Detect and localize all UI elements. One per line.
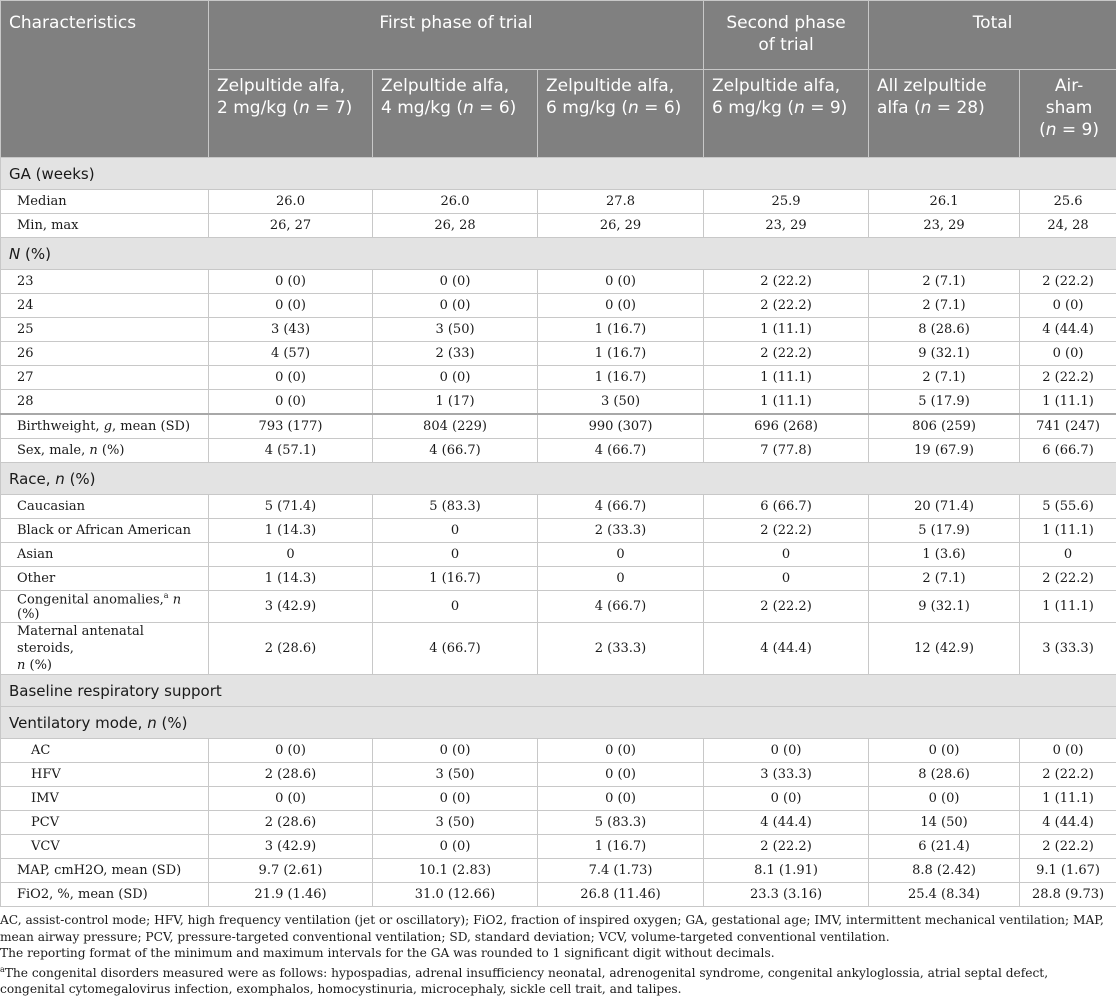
row-label: Asian (1, 543, 209, 567)
row-label: Sex, male, n (%) (1, 439, 209, 463)
table-row (1, 318, 1116, 342)
col-header-4mg: Zelpultide alfa, 4 mg/kg (n = 6) (373, 70, 538, 158)
table-cell: 4 (66.7) (538, 439, 704, 463)
table-cell: 2 (7.1) (869, 294, 1020, 318)
table-cell: 1 (14.3) (209, 567, 373, 591)
table-cell: 1 (17) (373, 390, 538, 415)
table-row (1, 739, 1116, 763)
table-cell: 8.8 (2.42) (869, 859, 1020, 883)
table-cell: 1 (3.6) (869, 543, 1020, 567)
row-label: IMV (1, 787, 209, 811)
table-cell: 3 (42.9) (209, 835, 373, 859)
row-label: Median (1, 190, 209, 214)
table-cell: 9.1 (1.67) (1020, 859, 1116, 883)
table-cell: 2 (7.1) (869, 567, 1020, 591)
table-cell: 9 (32.1) (869, 342, 1020, 366)
table-cell: 3 (42.9) (209, 591, 373, 623)
table-cell: 2 (22.2) (704, 591, 869, 623)
table-cell: 0 (209, 543, 373, 567)
table-cell: 0 (0) (869, 787, 1020, 811)
section-baseline-label: Baseline respiratory support (1, 675, 1116, 707)
col-header-6mg-second: Zelpultide alfa, 6 mg/kg (n = 9) (704, 70, 869, 158)
table-cell: 12 (42.9) (869, 623, 1020, 675)
table-cell: 1 (14.3) (209, 519, 373, 543)
row-label: MAP, cmH2O, mean (SD) (1, 859, 209, 883)
table-cell: 2 (28.6) (209, 811, 373, 835)
col-header-2mg: Zelpultide alfa, 2 mg/kg (n = 7) (209, 70, 373, 158)
table-cell: 0 (0) (538, 787, 704, 811)
table-cell: 0 (0) (1020, 739, 1116, 763)
table-cell: 0 (0) (373, 366, 538, 390)
table-cell: 5 (17.9) (869, 390, 1020, 415)
section-baseline (1, 675, 1116, 707)
table-cell: 804 (229) (373, 414, 538, 439)
table-cell: 4 (66.7) (538, 591, 704, 623)
table-cell: 1 (16.7) (538, 366, 704, 390)
table-cell: 8.1 (1.91) (704, 859, 869, 883)
row-label: Caucasian (1, 495, 209, 519)
table-cell: 28.8 (9.73) (1020, 883, 1116, 907)
table-cell: 2 (33) (373, 342, 538, 366)
table-cell: 0 (0) (373, 270, 538, 294)
table-cell: 806 (259) (869, 414, 1020, 439)
table-cell: 19 (67.9) (869, 439, 1020, 463)
table-cell: 1 (11.1) (704, 390, 869, 415)
table-cell: 0 (0) (704, 787, 869, 811)
second-phase-header (704, 1, 869, 70)
table-row (1, 591, 1116, 623)
table-cell: 696 (268) (704, 414, 869, 439)
table-cell: 0 (538, 543, 704, 567)
table-cell: 2 (22.2) (1020, 835, 1116, 859)
table-cell: 2 (7.1) (869, 366, 1020, 390)
table-cell: 9 (32.1) (869, 591, 1020, 623)
footnote-congenital: $^a$The congenital disorders measured were as follows: hypospadias, adrenal insufficiency neonatal, adrenogenital syndrome, congenital ankyloglossia, atrial septal defect, congenital cytomegalovirus infection, exomphalos, homocystinuria, microcephaly, sickle cell trait, and talipes. (0, 964, 1049, 997)
table-cell: 4 (66.7) (538, 495, 704, 519)
table-cell: 6 (66.7) (704, 495, 869, 519)
table-cell: 2 (22.2) (1020, 763, 1116, 787)
section-n-pct-label: N (%) (1, 238, 1116, 270)
total-header: Total (869, 1, 1116, 70)
table-cell: 3 (43) (209, 318, 373, 342)
table-row (1, 519, 1116, 543)
table-cell: 1 (11.1) (1020, 787, 1116, 811)
table-cell: 20 (71.4) (869, 495, 1020, 519)
table-row (1, 763, 1116, 787)
table-cell: 0 (1020, 543, 1116, 567)
table-row (1, 835, 1116, 859)
table-cell: 14 (50) (869, 811, 1020, 835)
table-cell: 4 (66.7) (373, 623, 538, 675)
table-cell: 1 (16.7) (538, 342, 704, 366)
row-label: Maternal antenatal steroids, n (%) (1, 623, 209, 675)
footnote-abbreviations: AC, assist-control mode; HFV, high frequency ventilation (jet or oscillatory); FiO2, fraction of inspired oxygen; GA, gestational age; IMV, intermittent mechanical ventilation; MAP, mean airway pressure; PCV, pressure-targeted conventional ventilation; SD, standard deviation; VCV, volume-targeted conventional ventilation. (0, 913, 1104, 944)
table-row (1, 439, 1116, 463)
table-cell: 2 (22.2) (1020, 366, 1116, 390)
table-cell: 4 (57.1) (209, 439, 373, 463)
row-label: Min, max (1, 214, 209, 238)
table-cell: 6 (21.4) (869, 835, 1020, 859)
table-cell: 0 (0) (373, 294, 538, 318)
table-cell: 0 (0) (538, 739, 704, 763)
table-row (1, 270, 1116, 294)
table-cell: 4 (44.4) (704, 811, 869, 835)
table-cell: 1 (16.7) (538, 835, 704, 859)
table-cell: 2 (22.2) (704, 835, 869, 859)
row-label: 24 (1, 294, 209, 318)
table-cell: 990 (307) (538, 414, 704, 439)
row-label: Other (1, 567, 209, 591)
table-cell: 3 (33.3) (704, 763, 869, 787)
section-ga (1, 158, 1116, 190)
table-cell: 21.9 (1.46) (209, 883, 373, 907)
table-cell: 4 (44.4) (704, 623, 869, 675)
table-cell: 3 (33.3) (1020, 623, 1116, 675)
table-cell: 0 (538, 567, 704, 591)
section-race-label: Race, n (%) (1, 463, 1116, 495)
table-row (1, 390, 1116, 415)
table-row (1, 883, 1116, 907)
table-cell: 0 (373, 519, 538, 543)
table-cell: 0 (0) (209, 390, 373, 415)
table-row (1, 811, 1116, 835)
table-cell: 1 (11.1) (704, 366, 869, 390)
table-row (1, 859, 1116, 883)
table-cell: 1 (11.1) (704, 318, 869, 342)
table-cell: 6 (66.7) (1020, 439, 1116, 463)
table-cell: 26.8 (11.46) (538, 883, 704, 907)
table-cell: 31.0 (12.66) (373, 883, 538, 907)
table-cell: 3 (50) (373, 318, 538, 342)
table-cell: 5 (71.4) (209, 495, 373, 519)
section-ventilatory (1, 707, 1116, 739)
row-label: AC (1, 739, 209, 763)
table-row (1, 190, 1116, 214)
table-cell: 4 (44.4) (1020, 318, 1116, 342)
table-cell: 1 (16.7) (538, 318, 704, 342)
table-cell: 0 (0) (209, 294, 373, 318)
table-cell: 0 (0) (704, 739, 869, 763)
table-cell: 4 (44.4) (1020, 811, 1116, 835)
table-row (1, 495, 1116, 519)
table-cell: 4 (57) (209, 342, 373, 366)
table-cell: 26.0 (209, 190, 373, 214)
table-cell: 2 (22.2) (704, 342, 869, 366)
col-header-air-sham: Air- sham (n = 9) (1020, 70, 1116, 158)
table-cell: 1 (11.1) (1020, 390, 1116, 415)
table-cell: 0 (0) (209, 270, 373, 294)
second-phase-line1: Second phase (726, 13, 846, 33)
row-label: FiO2, %, mean (SD) (1, 883, 209, 907)
row-label: 26 (1, 342, 209, 366)
table-cell: 2 (7.1) (869, 270, 1020, 294)
table-cell: 2 (28.6) (209, 763, 373, 787)
table-row (1, 543, 1116, 567)
table-cell: 0 (0) (538, 763, 704, 787)
section-ventilatory-label: Ventilatory mode, n (%) (1, 707, 1116, 739)
table-cell: 0 (0) (538, 270, 704, 294)
row-label: PCV (1, 811, 209, 835)
row-label: HFV (1, 763, 209, 787)
table-cell: 1 (11.1) (1020, 519, 1116, 543)
table-row (1, 366, 1116, 390)
table-cell: 25.4 (8.34) (869, 883, 1020, 907)
row-label: VCV (1, 835, 209, 859)
row-label: 28 (1, 390, 209, 415)
table-cell: 4 (66.7) (373, 439, 538, 463)
table-cell: 27.8 (538, 190, 704, 214)
table-cell: 8 (28.6) (869, 763, 1020, 787)
table-cell: 0 (0) (373, 787, 538, 811)
row-label: Black or African American (1, 519, 209, 543)
table-cell: 1 (11.1) (1020, 591, 1116, 623)
table-cell: 23.3 (3.16) (704, 883, 869, 907)
table-cell: 26, 29 (538, 214, 704, 238)
table-cell: 2 (33.3) (538, 623, 704, 675)
table-cell: 2 (22.2) (1020, 270, 1116, 294)
table-cell: 3 (50) (373, 811, 538, 835)
table-row (1, 294, 1116, 318)
table-cell: 0 (373, 543, 538, 567)
table-cell: 25.6 (1020, 190, 1116, 214)
table-row (1, 214, 1116, 238)
table-cell: 0 (0) (373, 739, 538, 763)
header-row-1 (1, 1, 1116, 70)
table-cell: 23, 29 (704, 214, 869, 238)
table-cell: 2 (22.2) (704, 519, 869, 543)
table-cell: 7.4 (1.73) (538, 859, 704, 883)
table-row (1, 623, 1116, 675)
table-cell: 1 (16.7) (373, 567, 538, 591)
table-cell: 0 (0) (538, 294, 704, 318)
characteristics-header: Characteristics (1, 1, 209, 158)
table-cell: 741 (247) (1020, 414, 1116, 439)
table-cell: 10.1 (2.83) (373, 859, 538, 883)
table-row (1, 342, 1116, 366)
table-cell: 0 (0) (209, 739, 373, 763)
table-cell: 24, 28 (1020, 214, 1116, 238)
table-row (1, 414, 1116, 439)
section-race (1, 463, 1116, 495)
table-cell: 5 (83.3) (538, 811, 704, 835)
table-row (1, 787, 1116, 811)
col-header-all-zelpultide: All zelpultide alfa (n = 28) (869, 70, 1020, 158)
first-phase-header: First phase of trial (209, 1, 704, 70)
table-cell: 5 (55.6) (1020, 495, 1116, 519)
table-cell: 2 (33.3) (538, 519, 704, 543)
second-phase-line2: of trial (758, 35, 814, 55)
row-label: Birthweight, g, mean (SD) (1, 414, 209, 439)
table-cell: 0 (704, 567, 869, 591)
table-footnotes (0, 907, 1116, 998)
table-cell: 3 (50) (538, 390, 704, 415)
table-cell: 0 (704, 543, 869, 567)
table-cell: 23, 29 (869, 214, 1020, 238)
table-cell: 2 (22.2) (704, 270, 869, 294)
table-cell: 2 (28.6) (209, 623, 373, 675)
table-cell: 26.1 (869, 190, 1020, 214)
table-cell: 5 (17.9) (869, 519, 1020, 543)
table-cell: 0 (0) (1020, 294, 1116, 318)
table-cell: 793 (177) (209, 414, 373, 439)
section-ga-label: GA (weeks) (1, 158, 1116, 190)
table-cell: 0 (0) (209, 366, 373, 390)
table-cell: 5 (83.3) (373, 495, 538, 519)
row-label: 25 (1, 318, 209, 342)
table-cell: 8 (28.6) (869, 318, 1020, 342)
footnote-reporting: The reporting format of the minimum and maximum intervals for the GA was rounded to 1 significant digit without decimals. (0, 946, 775, 961)
table-cell: 2 (22.2) (704, 294, 869, 318)
section-n-pct (1, 238, 1116, 270)
table-cell: 3 (50) (373, 763, 538, 787)
row-label: 23 (1, 270, 209, 294)
table-cell: 0 (0) (209, 787, 373, 811)
table-cell: 26, 28 (373, 214, 538, 238)
table-cell: 25.9 (704, 190, 869, 214)
table-cell: 0 (373, 591, 538, 623)
table-cell: 2 (22.2) (1020, 567, 1116, 591)
table-cell: 9.7 (2.61) (209, 859, 373, 883)
col-header-6mg-first: Zelpultide alfa, 6 mg/kg (n = 6) (538, 70, 704, 158)
table-cell: 0 (0) (373, 835, 538, 859)
row-label: Congenital anomalies,$^a$ n (%) (1, 591, 209, 623)
row-label: 27 (1, 366, 209, 390)
table-cell: 26.0 (373, 190, 538, 214)
table-cell: 0 (0) (1020, 342, 1116, 366)
table-row (1, 567, 1116, 591)
table-cell: 0 (0) (869, 739, 1020, 763)
table-cell: 7 (77.8) (704, 439, 869, 463)
table-cell: 26, 27 (209, 214, 373, 238)
